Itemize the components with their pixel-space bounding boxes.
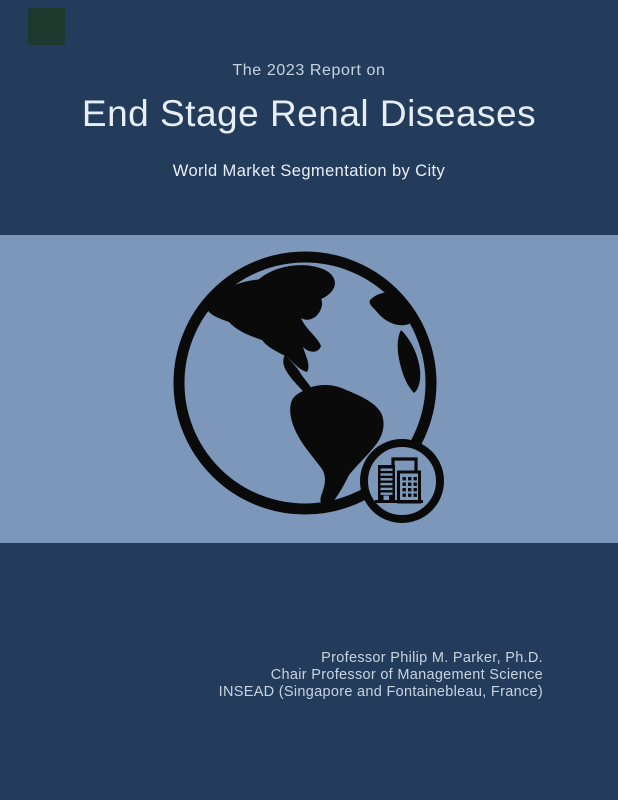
band-artwork — [0, 235, 618, 543]
artwork-band — [0, 235, 618, 543]
accent-square — [28, 8, 65, 45]
page-title: End Stage Renal Diseases — [81, 93, 537, 134]
city-buildings-badge-icon — [364, 443, 440, 519]
author-name: Professor Philip M. Parker, Ph.D. — [321, 650, 543, 666]
author-block — [219, 650, 543, 701]
globe-americas-icon — [179, 257, 440, 519]
report-year-line: The 2023 Report on — [232, 62, 386, 79]
author-affiliation: INSEAD (Singapore and Fontainebleau, France) — [218, 684, 543, 700]
author-title: Chair Professor of Management Science — [270, 667, 543, 683]
page-subtitle: World Market Segmentation by City — [172, 162, 446, 180]
